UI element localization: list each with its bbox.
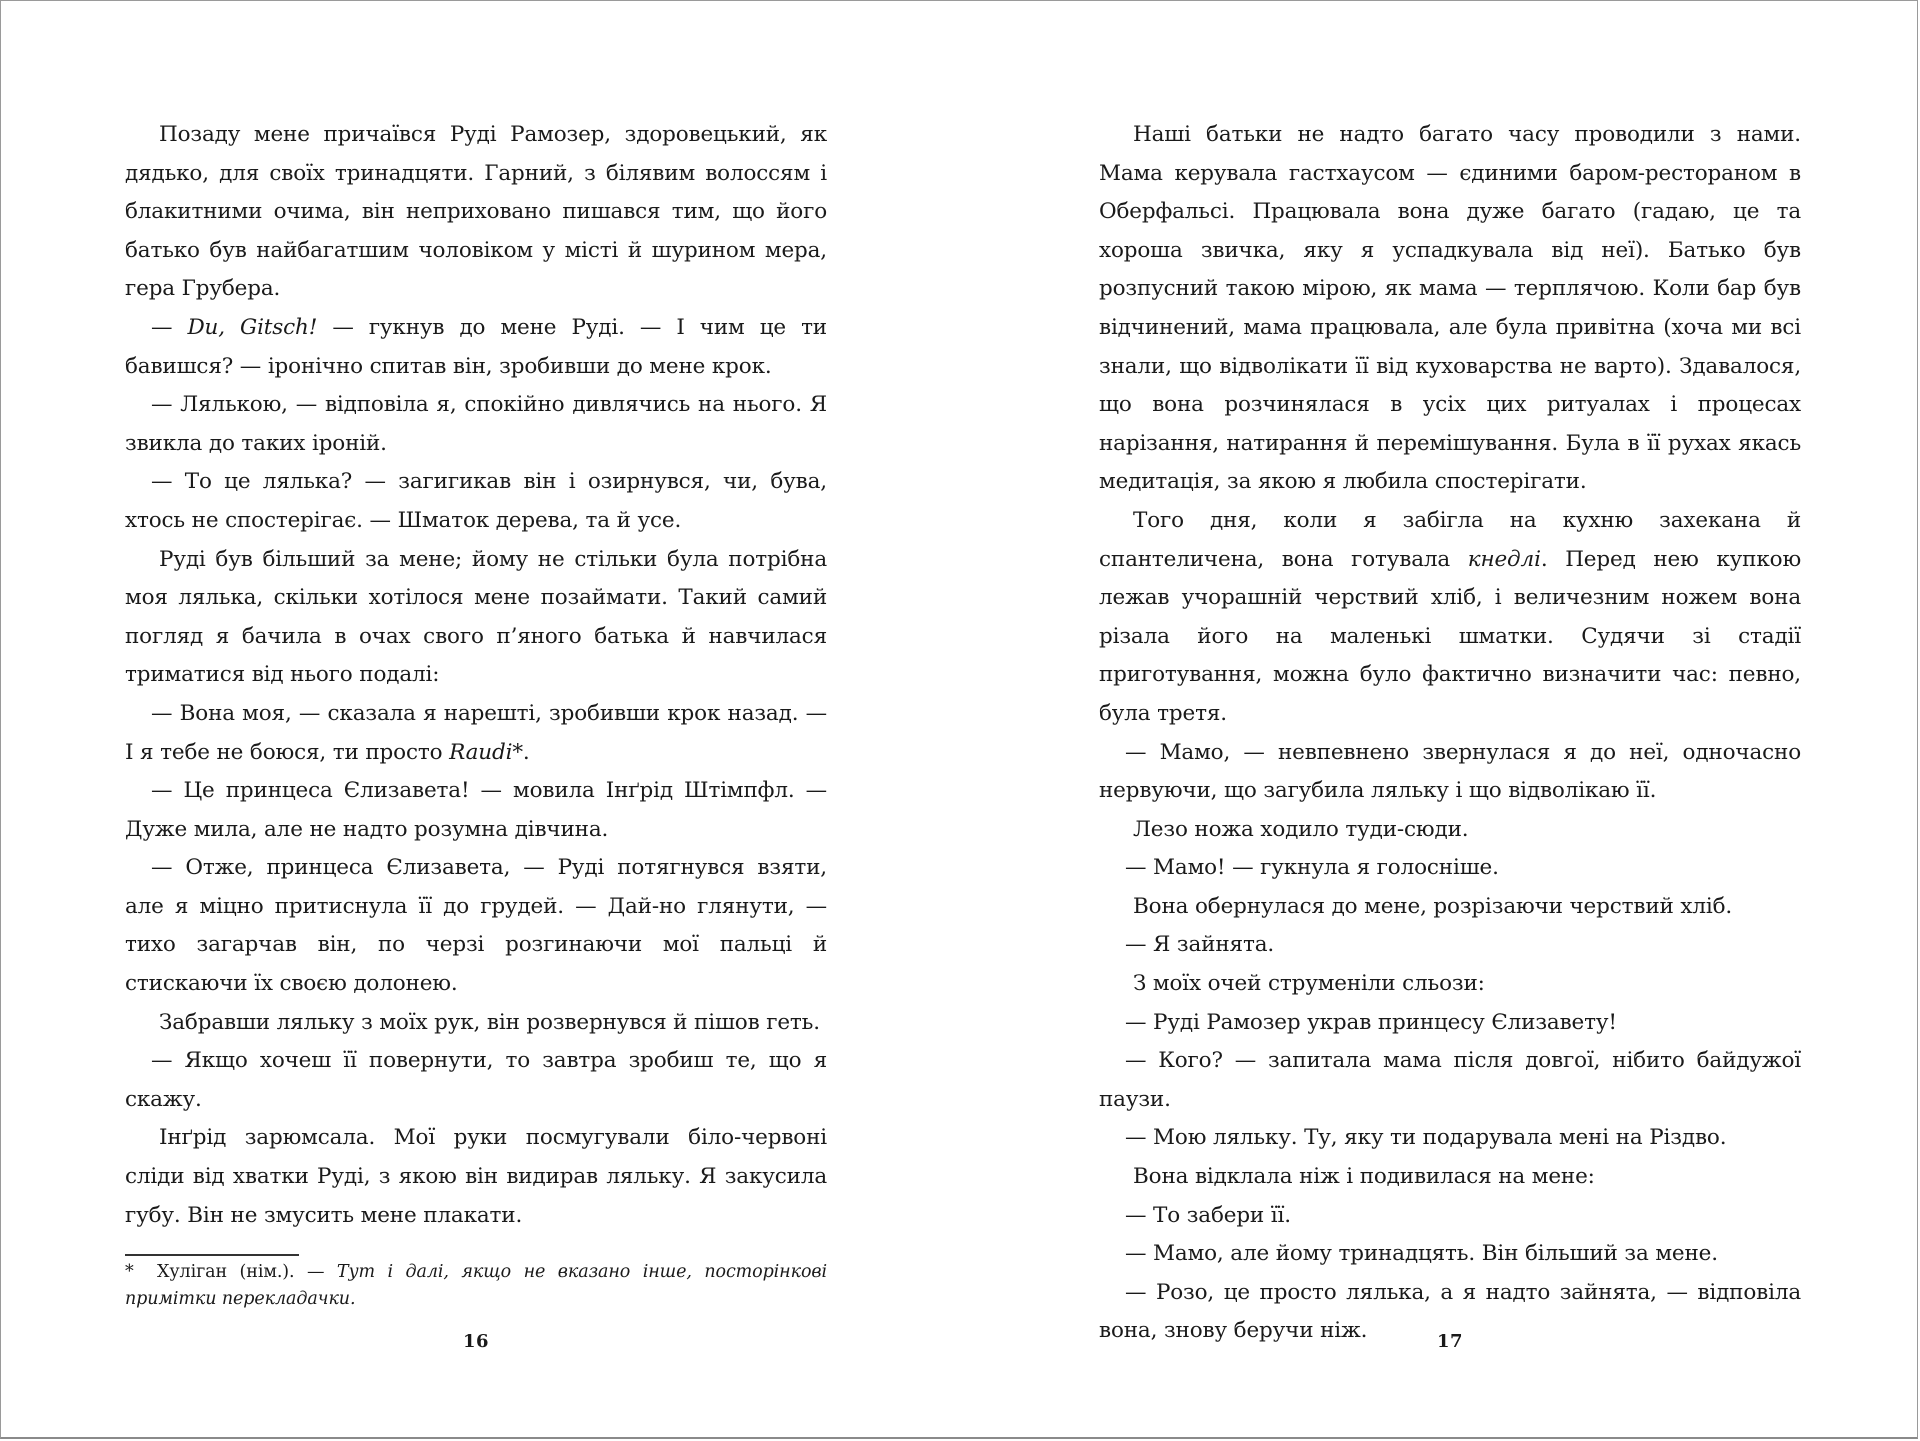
text-run: — Отже, принцеса Єлизавета, — Руді потягнувся взяти, але я міцно притиснула її до грудей. — Дай-но глянути, — тихо загарчав він, по черзі розгинаючи мої пальці й стискаючи їх своєю долонею. xyxy=(125,855,827,997)
text-run: Забравши ляльку з моїх рук, він розвернувся й пішов геть. xyxy=(159,1009,820,1035)
paragraph xyxy=(125,849,827,1003)
text-run: Вона відклала ніж і подивилася на мене: xyxy=(1133,1164,1595,1190)
text-run: — Я зайнята. xyxy=(1125,932,1275,958)
paragraph xyxy=(1099,116,1801,502)
text-run: — гукнув до мене Руді. — І чим це ти бавишся? — іронічно спитав він, зробивши до мене крок. xyxy=(125,314,827,379)
text-run: Хуліган (нім.). — xyxy=(157,1262,337,1282)
paragraph xyxy=(125,541,827,695)
text-run: — Руді Рамозер украв принцесу Єлизавету! xyxy=(1125,1009,1617,1035)
text-run: Лезо ножа ходило туди-сюди. xyxy=(1133,816,1469,842)
paragraph xyxy=(125,1119,827,1235)
paragraph xyxy=(125,309,827,386)
right-page xyxy=(1099,1,1801,1440)
text-run: — Кого? — запитала мама після довгої, нібито байдужої паузи. xyxy=(1099,1048,1801,1112)
italic-text: Du, Gitsch! xyxy=(187,314,318,340)
left-page-text xyxy=(125,116,827,1235)
paragraph xyxy=(1099,849,1801,888)
paragraph xyxy=(1099,1197,1801,1236)
text-run: — То забери її. xyxy=(1125,1202,1291,1228)
text-run: Руді був більший за мене; йому не стільки була потрібна моя лялька, скільки хотілося мене позаймати. Такий самий погляд я бачила в очах свого п’яного батька й навчилася триматися від нього подалі: xyxy=(125,546,827,688)
paragraph xyxy=(1099,502,1801,734)
text-run: Вона обернулася до мене, розрізаючи черствий хліб. xyxy=(1133,893,1733,919)
text-run: — Мамо, але йому тринадцять. Він більший за мене. xyxy=(1125,1241,1718,1267)
paragraph xyxy=(1099,1042,1801,1119)
paragraph xyxy=(1099,1004,1801,1043)
text-run: — Вона моя, — сказала я нарешті, зробивши крок назад. — І я тебе не боюся, ти просто xyxy=(125,700,827,765)
paragraph xyxy=(1099,926,1801,965)
paragraph xyxy=(125,1004,827,1043)
footnote-rule xyxy=(125,1254,299,1256)
footnote xyxy=(125,1259,827,1313)
paragraph xyxy=(1099,811,1801,850)
text-run: Того дня, коли я забігла на кухню захекана й спантеличена, вона готувала xyxy=(1099,507,1801,572)
text-run: — Мамо! — гукнула я голосніше. xyxy=(1125,855,1499,881)
italic-text: Тут і далі, якщо не вказано інше, посторінкові примітки перекладачки. xyxy=(125,1262,827,1309)
paragraph xyxy=(1099,1119,1801,1158)
left-page xyxy=(125,1,827,1440)
right-page-text xyxy=(1099,116,1801,1351)
text-run: — Це принцеса Єлизавета! — мовила Інґрід Штімпфл. — Дуже мила, але не надто розумна дівчина. xyxy=(125,778,827,842)
footnote-mark: * xyxy=(125,1262,134,1282)
italic-text: Raudi xyxy=(449,739,513,765)
text-run: — Мамо, — невпевнено звернулася я до неї, одночасно нервуючи, що загубила ляльку і що відволікаю її. xyxy=(1099,739,1801,804)
paragraph xyxy=(1099,965,1801,1004)
paragraph xyxy=(125,386,827,463)
paragraph xyxy=(125,772,827,849)
paragraph xyxy=(125,695,827,772)
text-run: — xyxy=(151,314,188,340)
page-number-right: 17 xyxy=(1436,1331,1464,1352)
paragraph xyxy=(1099,1235,1801,1274)
text-run: . Перед нею купкою лежав учорашній черствий хліб, і величезним ножем вона різала його на маленькі шматки. Судячи зі стадії приготування, можна було фактично визначити час: певно, була третя. xyxy=(1099,546,1802,726)
paragraph xyxy=(125,116,827,309)
text-run: З моїх очей струменіли сльози: xyxy=(1133,971,1485,997)
paragraph xyxy=(1099,888,1801,927)
page-number-left: 16 xyxy=(462,1331,490,1352)
paragraph xyxy=(125,1042,827,1119)
text-run: — Мою ляльку. Ту, яку ти подарувала мені на Різдво. xyxy=(1125,1125,1727,1151)
text-run: — То це лялька? — загигикав він і озирнувся, чи, бува, хтось не спостерігає. — Шматок дерева, та й усе. xyxy=(125,469,827,533)
text-run: — Розо, це просто лялька, а я надто зайнята, — відповіла вона, знову беручи ніж. xyxy=(1099,1279,1801,1344)
text-run: — Якщо хочеш її повернути, то завтра зробиш те, що я скажу. xyxy=(125,1048,827,1112)
paragraph xyxy=(1099,734,1801,811)
footnote-text xyxy=(125,1262,827,1309)
text-run: Інґрід зарюмсала. Мої руки посмугували біло-червоні сліди від хватки Руді, з якою він видирав ляльку. Я закусила губу. Він не змусить мене плакати. xyxy=(125,1125,827,1228)
text-run: Наші батьки не надто багато часу проводили з нами. Мама керувала гастхаусом — єдиними баром-рестораном в Оберфальсі. Працювала вона дуже багато (гадаю, це та хороша звичка, яку я успадкувала від неї). Батько був розпусний такою мірою, як мама — терплячою. Коли бар був відчинений, мама працювала, але була привітна (хоча ми всі знали, що відволікати її від куховарства не варто). Здавалося, що вона розчинялася в усіх цих ритуалах і процесах нарізання, натирання й перемішування. Була в її рухах якась медитація, за якою я любила спостерігати. xyxy=(1099,122,1801,495)
text-run: — Лялькою, — відповіла я, спокійно дивлячись на нього. Я звикла до таких іроній. xyxy=(125,392,827,456)
italic-text: кнедлі xyxy=(1467,546,1541,572)
paragraph xyxy=(125,463,827,540)
text-run: Позаду мене причаївся Руді Рамозер, здоровецький, як дядько, для своїх тринадцяти. Гарний, з білявим волоссям і блакитними очима, він неприховано пишався тим, що його батько був найбагатшим чоловіком у місті й шурином мера, гера Грубера. xyxy=(125,122,827,302)
text-run: *. xyxy=(512,739,530,765)
paragraph xyxy=(1099,1158,1801,1197)
